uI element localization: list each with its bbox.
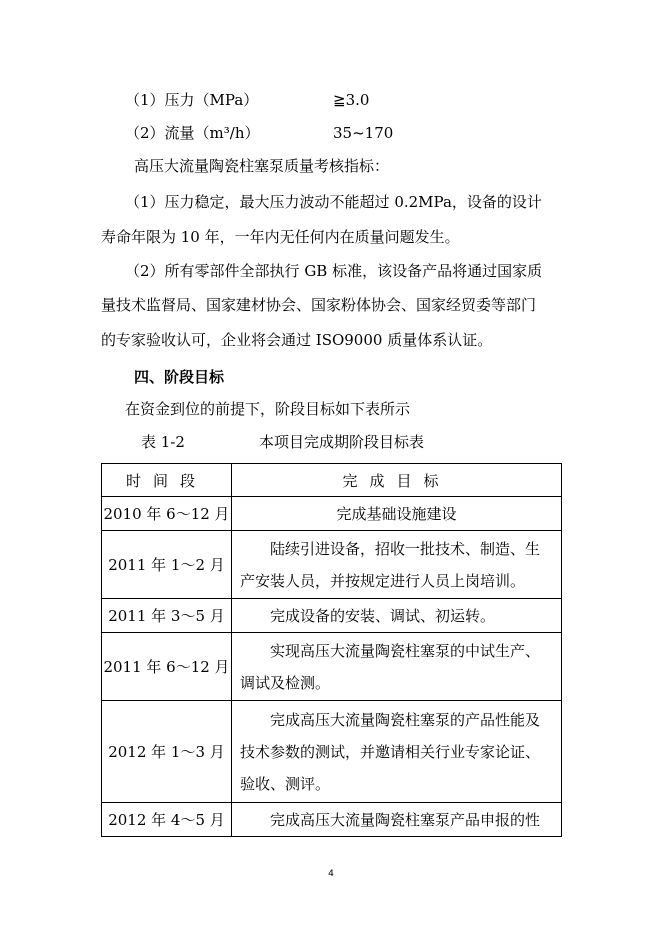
table-row (102, 701, 562, 803)
quality-item-1-line-1: （1）压力稳定，最大压力波动不能超过 0.2MPa，设备的设计 (125, 193, 542, 211)
table-header-row (102, 464, 562, 497)
row-goal-line: 完成设备的安装、调试、初运转。 (240, 606, 496, 625)
row-goal-line: 调试及检测。 (240, 673, 331, 692)
section-intro: 在资金到位的前提下，阶段目标如下表所示 (125, 400, 411, 418)
row-goal (232, 497, 562, 531)
table-row (102, 599, 562, 633)
row-period: 2012 年 1～3 月 (102, 701, 232, 803)
table-row (102, 497, 562, 531)
row-goal (232, 599, 562, 633)
spec-pressure-label: （1）压力（MPa） (125, 91, 259, 109)
row-goal-line: 完成高压大流量陶瓷柱塞泵的产品性能及 (240, 710, 541, 729)
header-period: 时间段 (102, 464, 232, 497)
table-row (102, 633, 562, 701)
quality-item-2-line-2: 量技术监督局、国家建材协会、国家粉体协会、国家经贸委等部门 (101, 296, 537, 314)
row-goal-line: 技术参数的测试，并邀请相关行业专家论证、 (240, 742, 541, 761)
spec-flow-value: 35~170 (333, 124, 394, 142)
section-heading: 四、阶段目标 (134, 368, 225, 386)
header-goal: 完成目标 (232, 464, 562, 497)
row-goal (232, 803, 562, 837)
stage-goals-table (101, 463, 562, 837)
row-period: 2012 年 4～5 月 (102, 803, 232, 837)
table-row (102, 531, 562, 599)
table-caption-title: 本项目完成期阶段目标表 (259, 433, 425, 451)
row-period: 2011 年 3～5 月 (102, 599, 232, 633)
row-goal-line: 完成高压大流量陶瓷柱塞泵产品申报的性 (240, 810, 541, 829)
spec-flow-label: （2）流量（m³/h） (125, 124, 260, 142)
row-goal (232, 531, 562, 599)
row-goal-line: 实现高压大流量陶瓷柱塞泵的中试生产、 (240, 641, 541, 660)
row-period: 2011 年 1～2 月 (102, 531, 232, 599)
table-row (102, 803, 562, 837)
row-goal-line: 验收、测评。 (240, 774, 331, 793)
row-period: 2010 年 6～12 月 (102, 497, 232, 531)
quality-item-1-line-2: 寿命年限为 10 年，一年内无任何内在质量问题发生。 (101, 228, 460, 246)
quality-heading: 高压大流量陶瓷柱塞泵质量考核指标： (134, 157, 390, 175)
page-number: 4 (328, 869, 334, 879)
quality-item-2-line-3: 的专家验收认可，企业将会通过 ISO9000 质量体系认证。 (101, 331, 493, 349)
table-caption-number: 表 1-2 (141, 433, 185, 451)
row-goal-line: 陆续引进设备，招收一批技术、制造、生 (240, 539, 541, 558)
row-goal (232, 701, 562, 803)
row-goal (232, 633, 562, 701)
row-goal-line: 产安装人员，并按规定进行人员上岗培训。 (240, 571, 526, 590)
row-period: 2011 年 6～12 月 (102, 633, 232, 701)
spec-pressure-value: ≧3.0 (333, 91, 370, 109)
row-goal-line: 完成基础设施建设 (336, 504, 457, 523)
quality-item-2-line-1: （2）所有零部件全部执行 GB 标准，该设备产品将通过国家质 (125, 262, 543, 280)
